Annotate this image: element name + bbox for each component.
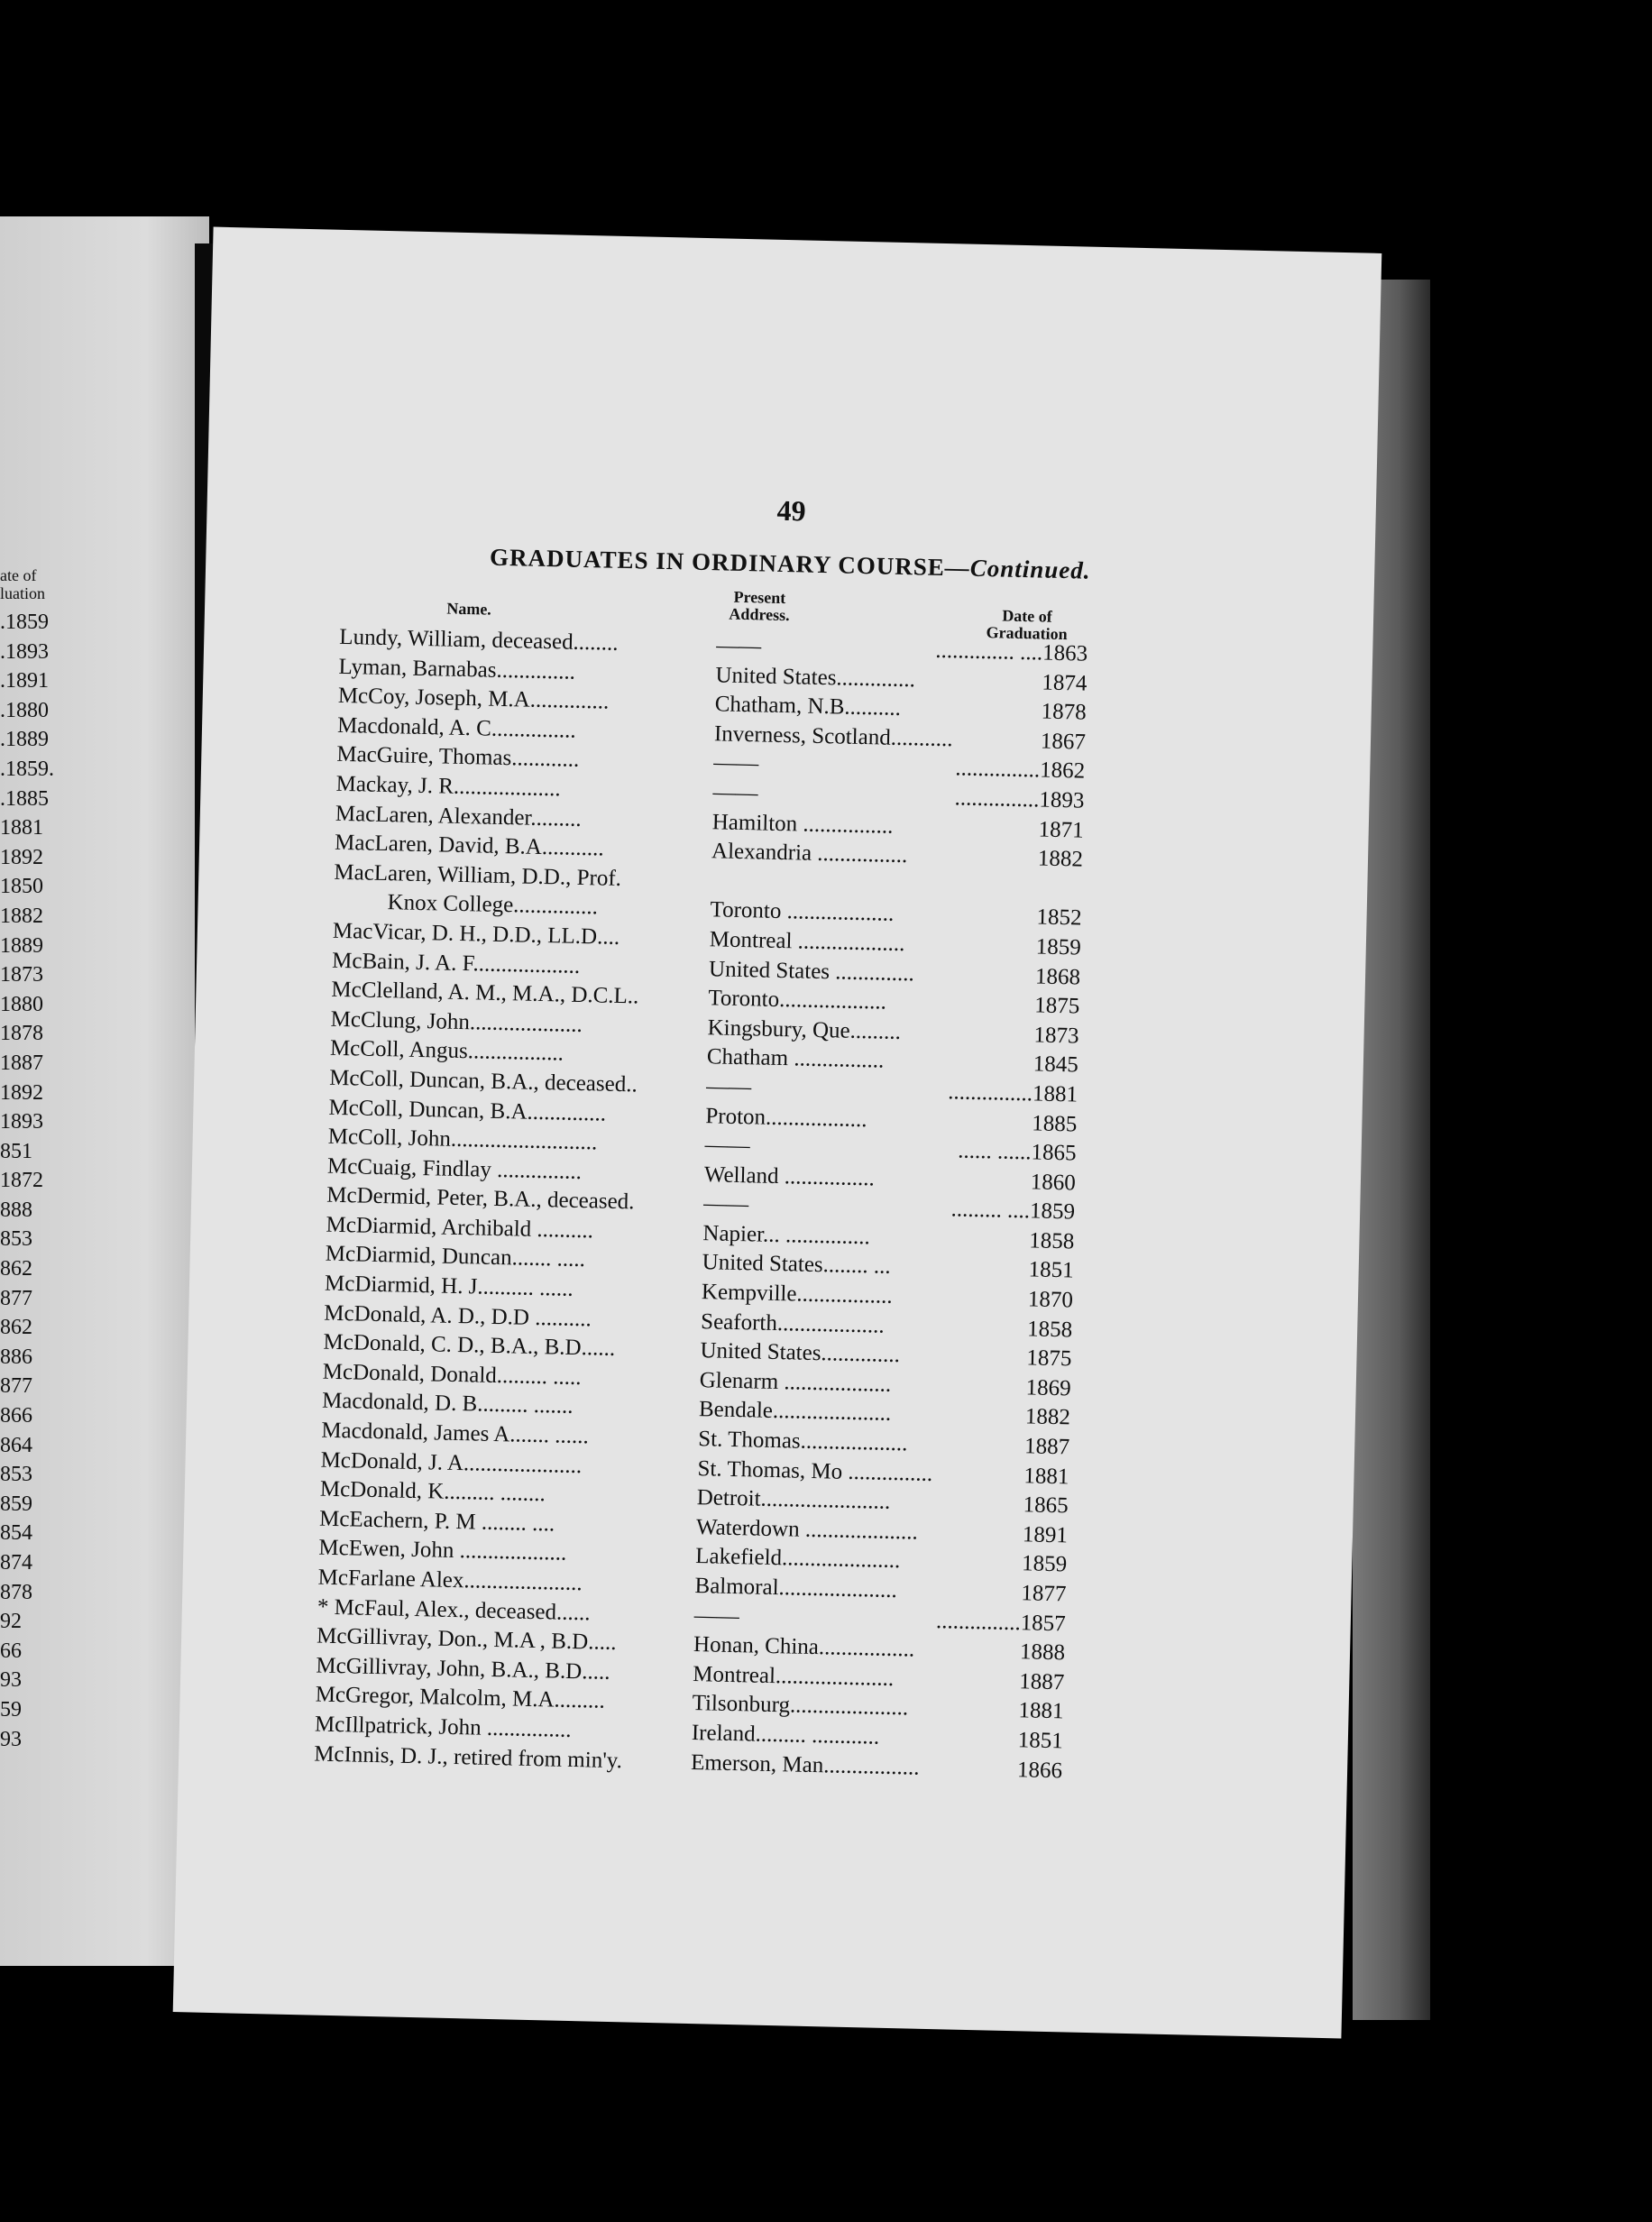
graduation-date: 1875 [1026,1345,1072,1372]
book-page [173,227,1382,2039]
left-page-year: 1893 [0,1110,43,1134]
graduation-date: ...............1881 [948,1079,1078,1107]
graduate-name: McColl, Duncan, B.A.............. [328,1095,607,1126]
left-page-year: 877 [0,1286,32,1310]
graduate-address: Chatham, N.B.......... [714,692,902,721]
graduate-address: Honan, China................. [693,1632,915,1662]
graduate-address: St. Thomas, Mo ............... [697,1455,933,1486]
graduate-name: McColl, Angus................. [329,1036,564,1066]
graduation-date: 1845 [1032,1051,1079,1078]
graduation-date: 1852 [1036,904,1082,931]
left-page-year: 92 [0,1610,22,1634]
graduation-date: 1851 [1028,1257,1074,1283]
left-page-year: .1885 [0,786,49,811]
left-page-year: 853 [0,1227,32,1252]
column-header-name: Name. [446,599,492,619]
left-page-year: 1882 [0,904,43,928]
left-page-year: 1892 [0,1080,43,1105]
graduate-address: Alexandria ................ [711,839,908,868]
graduation-date: 1873 [1033,1023,1079,1049]
graduate-address: Inverness, Scotland........... [713,721,953,752]
graduate-address: —— [712,780,758,806]
graduation-date: 1860 [1030,1170,1077,1196]
left-page-year: 1850 [0,875,43,899]
graduate-address: Montreal ................... [709,927,905,957]
graduation-date: 1881 [1018,1698,1064,1724]
graduates-list [314,623,1088,1786]
page-number: 49 [776,493,807,528]
graduation-date: ...............1857 [935,1608,1067,1636]
left-page-year: 1881 [0,816,43,840]
graduate-address: Napier... ............... [702,1221,871,1250]
left-page-year: 878 [0,1580,32,1604]
left-page-year: 1889 [0,933,43,958]
left-page-year: 59 [0,1697,22,1722]
graduate-address: —— [693,1602,740,1629]
graduate-address: Hamilton ................ [711,809,894,839]
graduation-date: ...............1893 [954,785,1085,813]
graduation-date: 1874 [1042,670,1088,696]
left-page-year: .1891 [0,669,49,693]
column-header-address: Present Address. [729,587,790,625]
graduate-name: McDonald, Donald......... ..... [322,1359,582,1390]
left-page-year: 886 [0,1345,32,1369]
graduate-name: McIllpatrick, John ............... [314,1712,572,1742]
left-page-year: .1893 [0,639,49,664]
graduate-address: —— [704,1133,750,1159]
left-page-year: 93 [0,1668,22,1693]
graduate-address: United States .............. [708,956,915,986]
left-page-year: .1859 [0,611,49,634]
graduate-name: Macdonald, James A....... ...... [321,1418,590,1449]
graduate-name: McBain, J. A. F................... [331,948,581,978]
graduate-name: McDermid, Peter, B.A., deceased. [326,1182,635,1215]
graduate-address: Toronto................... [708,986,887,1015]
left-page-year: 1878 [0,1022,43,1046]
left-page-year: 1880 [0,992,43,1016]
left-page-year: 66 [0,1639,22,1663]
graduate-name: MacLaren, William, D.D., Prof. [334,859,622,891]
graduate-address: —— [715,633,762,659]
graduate-address: Bendale..................... [698,1397,892,1427]
graduate-name: MacGuire, Thomas............ [336,742,580,773]
graduate-name: McEachern, P. M ........ .... [318,1506,555,1537]
graduation-date: 1878 [1041,699,1087,725]
graduate-name: McDiarmid, Archibald .......... [326,1212,594,1244]
left-page-year: 888 [0,1198,32,1222]
left-page-year: 862 [0,1316,32,1340]
graduation-date: .............. ....1863 [935,638,1088,666]
left-page-year: 877 [0,1374,32,1399]
graduation-date: 1882 [1037,846,1084,872]
graduate-name: * McFaul, Alex., deceased...... [317,1594,591,1626]
left-page-column [0,566,72,1754]
graduate-name: McDonald, J. A..................... [320,1447,583,1478]
graduation-date: 1888 [1019,1639,1066,1666]
graduation-date: 1875 [1033,993,1080,1019]
graduate-name: MacLaren, Alexander......... [335,801,582,831]
graduate-name: McInnis, D. J., retired from min'y. [313,1741,623,1773]
graduation-date: 1887 [1018,1669,1065,1695]
graduate-name: McEwen, John ................... [318,1535,567,1566]
left-page-year: 1873 [0,963,43,987]
graduate-name: Macdonald, A. C............... [336,712,576,743]
graduate-address: —— [702,1191,749,1217]
graduate-name: MacLaren, David, B.A........... [334,830,604,861]
graduate-address: Chatham ................ [706,1044,885,1073]
graduate-name: McGillivray, Don., M.A , B.D..... [316,1623,617,1656]
left-page-header: ate of luation [0,566,45,602]
left-page-year: 1892 [0,845,43,869]
graduate-name: McClelland, A. M., M.A., D.C.L.. [331,977,639,1009]
graduate-address: Proton.................. [705,1103,867,1132]
graduate-name: McColl, Duncan, B.A., deceased.. [328,1065,638,1097]
graduate-address: Toronto ................... [710,897,895,927]
graduate-address: —— [712,750,759,776]
graduate-address: Waterdown .................... [695,1514,919,1545]
left-page-year: .1880 [0,698,49,722]
graduate-address: Tilsonburg..................... [692,1691,909,1721]
graduation-date: 1851 [1017,1728,1064,1754]
page-title: GRADUATES IN ORDINARY COURSE—Continued. [489,543,1091,584]
graduate-name: Lundy, William, deceased........ [339,624,619,656]
graduate-address: United States.............. [700,1338,901,1368]
graduation-date: 1858 [1026,1317,1073,1343]
graduate-name: McCoy, Joseph, M.A.............. [337,684,610,714]
left-page-year: 851 [0,1139,32,1163]
left-page-year: 874 [0,1551,32,1575]
graduate-name: Mackay, J. R................... [335,771,561,802]
graduation-date: 1877 [1021,1581,1067,1607]
graduation-date: 1859 [1021,1551,1068,1577]
graduate-address: Kempville................. [701,1280,894,1309]
graduation-date: ...............1862 [955,756,1086,785]
graduate-name: McDonald, K......... ........ [319,1476,546,1507]
graduation-date: 1882 [1024,1404,1071,1430]
graduate-name: McDiarmid, Duncan....... ..... [325,1242,586,1272]
graduate-address: Detroit....................... [696,1485,891,1515]
graduate-name: McGillivray, John, B.A., B.D..... [316,1653,610,1685]
graduation-date: 1859 [1035,934,1082,960]
graduate-address: United States.............. [715,662,916,692]
graduation-date: 1867 [1040,729,1087,755]
left-page-year: .1889 [0,728,49,752]
graduation-date: 1891 [1022,1522,1069,1548]
graduate-address: Welland ................ [703,1162,876,1191]
left-page-year: .1859. [0,757,54,781]
graduation-date: ......... ....1859 [950,1197,1076,1225]
left-page-year: 859 [0,1492,32,1516]
graduation-date: 1868 [1034,963,1081,990]
graduate-address: Emerson, Man................. [690,1749,920,1780]
graduation-date: 1869 [1025,1375,1071,1401]
graduation-date: 1885 [1032,1110,1078,1137]
left-page-year: 93 [0,1727,22,1751]
graduation-date: 1866 [1016,1757,1063,1783]
graduate-name: Macdonald, D. B......... ....... [321,1389,574,1419]
graduate-address: Balmoral..................... [694,1574,898,1603]
graduation-date: 1881 [1023,1463,1069,1490]
graduate-address: Montreal..................... [693,1661,895,1691]
graduate-name-continued: Knox College............... [387,890,599,920]
graduate-name: McClung, John.................... [330,1006,583,1037]
graduate-name: McDonald, C. D., B.A., B.D...... [323,1329,616,1362]
graduation-date: 1887 [1023,1434,1070,1460]
left-page-year: 1872 [0,1169,43,1193]
graduate-name: Lyman, Barnabas.............. [338,654,576,684]
graduate-address: United States........ ... [702,1250,891,1280]
left-page-year: 853 [0,1463,32,1487]
left-page-year: 1887 [0,1051,43,1075]
graduate-address: Kingsbury, Que......... [707,1015,902,1044]
graduate-name: MacVicar, D. H., D.D., LL.D.... [332,918,620,950]
left-page-year: 854 [0,1521,32,1546]
graduate-address: Glenarm ................... [699,1367,892,1397]
graduate-name: McDonald, A. D., D.D .......... [324,1300,592,1332]
left-page-years [0,608,72,1754]
graduate-address: Seaforth................... [700,1308,885,1338]
graduation-date: 1858 [1029,1228,1075,1254]
graduate-address: St. Thomas................... [697,1427,908,1456]
left-page-year: 862 [0,1257,32,1281]
graduation-date: 1870 [1027,1287,1074,1313]
graduation-date: 1871 [1038,817,1085,843]
graduate-name: McCuaig, Findlay ............... [326,1153,583,1184]
graduation-date: ...... ......1865 [958,1138,1077,1166]
column-header-date: Date of Graduation [986,606,1068,644]
left-page-year: 864 [0,1433,32,1457]
graduate-name: McColl, John.......................... [327,1124,598,1155]
graduate-name: McGregor, Malcolm, M.A......... [315,1682,606,1714]
graduate-address: —— [705,1074,752,1100]
graduate-name: McDiarmid, H. J.......... ...... [324,1271,574,1301]
graduate-address: Lakefield..................... [695,1544,901,1574]
graduate-name: McFarlane Alex..................... [317,1565,583,1596]
graduate-address: Ireland......... ............ [691,1720,880,1749]
left-page-year: 866 [0,1404,32,1428]
graduation-date: 1865 [1023,1492,1069,1519]
